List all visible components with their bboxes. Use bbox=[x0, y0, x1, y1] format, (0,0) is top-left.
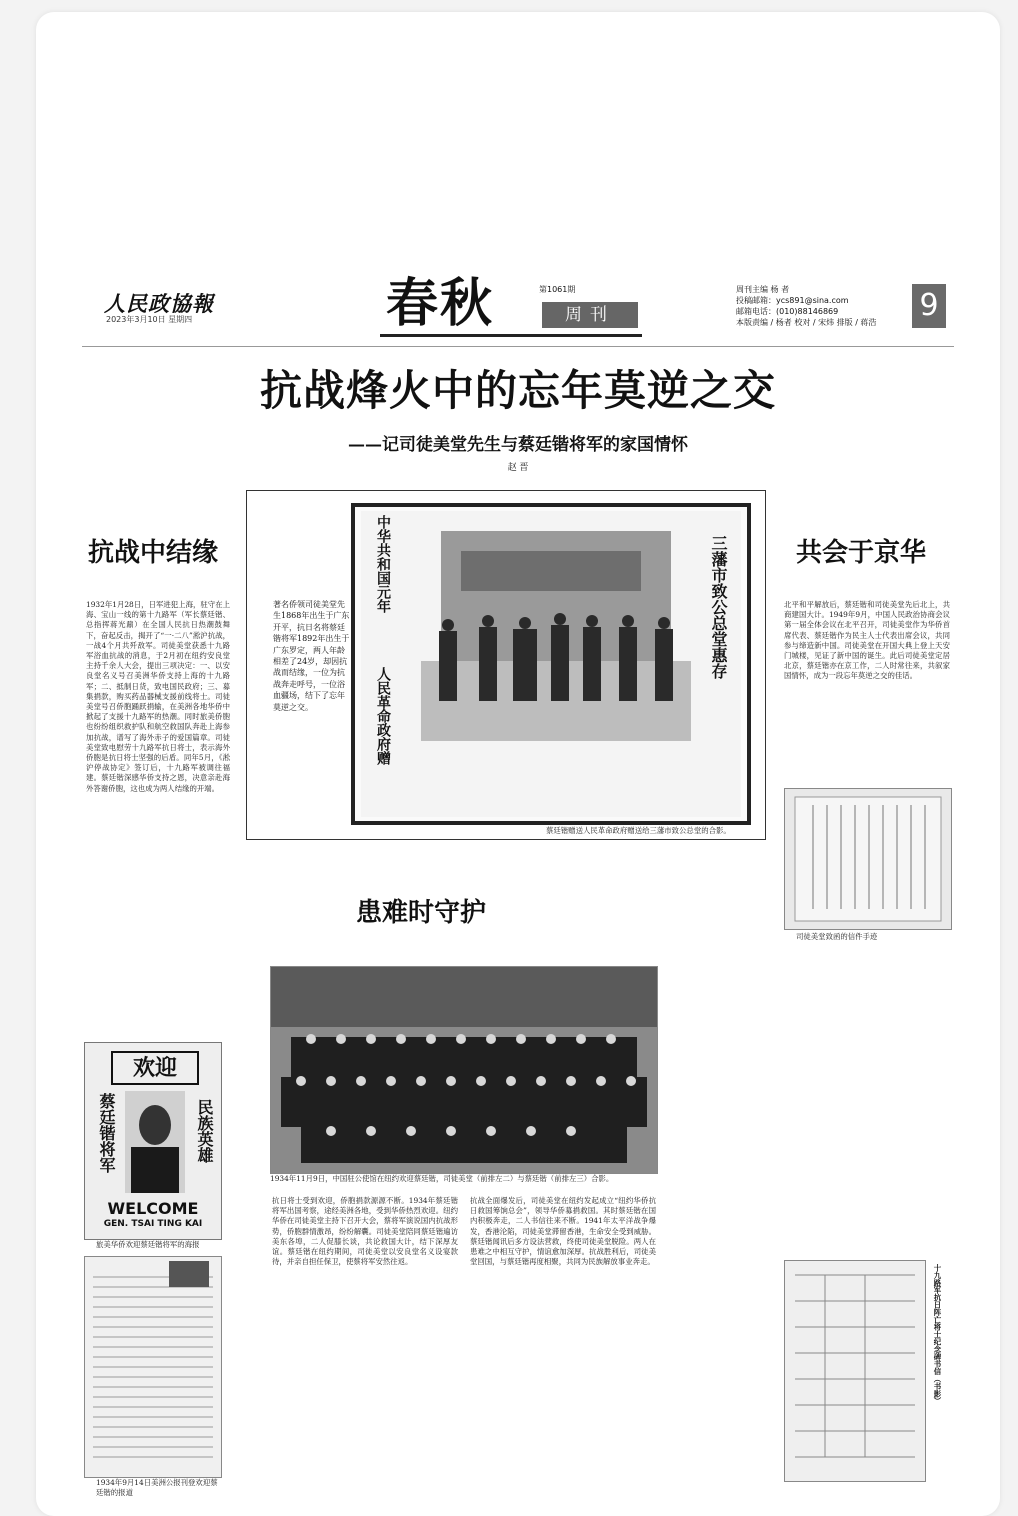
phone-line: 邮箱电话：(010)88146869 bbox=[736, 307, 839, 316]
book-cover-image bbox=[784, 1260, 926, 1482]
title-underline bbox=[380, 334, 642, 337]
newspaper-caption: 1934年9月14日美洲公报刊登欢迎蔡廷锴的报道 bbox=[96, 1478, 218, 1497]
welcome-poster-caption: 旅美华侨欢迎蔡廷锴将军的海报 bbox=[96, 1240, 200, 1249]
section-title-center: 患难时守护 bbox=[356, 898, 487, 928]
newspaper-brand: 人民政協報 bbox=[104, 291, 214, 316]
page-number: 9 bbox=[912, 284, 946, 328]
main-photo-side-text: 著名侨领司徒美堂先生1868年出生于广东开平，抗日名将蔡廷锴将军1892年出生于广东罗定，两人年龄相差了24岁，却因抗战而结缘，一位为抗战奔走呼号，一位浴血疆场，结下了忘年莫逆之交。 bbox=[273, 600, 350, 712]
editorial-info bbox=[736, 284, 876, 328]
group-photo-caption: 1934年11月9日，中国驻公使馆在纽约欢迎蔡廷锴，司徒美堂（前排左二）与蔡廷锴（前排左三）合影。 bbox=[270, 1174, 614, 1183]
issue-number: 第1061期 bbox=[539, 285, 576, 294]
group-photo-1934 bbox=[270, 966, 658, 1174]
editor-line: 周刊主编 杨 者 bbox=[736, 285, 790, 294]
center-right-text: 抗战全面爆发后，司徒美堂在纽约发起成立“纽约华侨抗日救国筹饷总会”，领导华侨募捐救国。其时蔡廷锴在国内积极奔走，二人书信往来不断。1941年太平洋战争爆发，香港沦陷，司徒美堂滞留香港，生命安全受到威胁。蔡廷锴闻讯后多方设法营救，终使司徒美堂脱险。两人在患难之中相互守护，情谊愈加深厚。抗战胜利后，司徒美堂回国，与蔡廷锴再度相聚，共同为民族解放事业奔走。 bbox=[470, 1196, 656, 1267]
section-title-right: 共会于京华 bbox=[796, 538, 927, 568]
article-byline: 赵 晋 bbox=[507, 463, 529, 473]
letter-document-texture bbox=[785, 789, 951, 929]
email-line: 投稿邮箱：ycs891@sina.com bbox=[736, 296, 849, 305]
book-cover-texture bbox=[785, 1261, 925, 1481]
photo-inscription-giver: 人民革命政府赠 bbox=[375, 667, 391, 765]
staff-line: 本版责编 / 杨者 校对 / 宋炜 排版 / 蒋浩 bbox=[736, 318, 877, 327]
letter-caption: 司徒美堂致函的信件手迹 bbox=[796, 932, 878, 941]
article-subhead: ——记司徒美堂先生与蔡廷锴将军的家国情怀 bbox=[348, 435, 688, 455]
newspaper-clipping-texture bbox=[85, 1257, 221, 1477]
poster-right-text: 民族英雄 bbox=[195, 1099, 214, 1163]
center-left-text: 抗日将士受到欢迎，侨胞捐款源源不断。1934年蔡廷锴将军出国考察，途经美洲各地，受到华侨热烈欢迎。纽约华侨在司徒美堂主持下召开大会，蔡将军演说国内抗战形势，侨胞群情激昂，纷纷解囊。司徒美堂陪同蔡廷锴遍访美东各埠，二人促膝长谈，共论救国大计，结下深厚友谊。蔡廷锴在纽约期间，司徒美堂以安良堂名义设宴款待，并亲自担任保卫，使蔡将军安然往返。 bbox=[272, 1196, 458, 1267]
group-portrait-image bbox=[361, 511, 741, 817]
article-card bbox=[36, 12, 1000, 1516]
welcome-poster bbox=[84, 1042, 222, 1240]
main-photo bbox=[351, 503, 751, 825]
poster-welcome-title: 欢迎 bbox=[111, 1051, 199, 1085]
weekly-badge: 周刊 bbox=[542, 302, 638, 328]
book-caption-vertical: 十九路军抗日阵亡将士纪念碑书信（书影） bbox=[933, 1264, 942, 1405]
masthead-divider bbox=[82, 346, 954, 347]
poster-welcome-en: WELCOME bbox=[107, 1199, 199, 1218]
newspaper-page bbox=[36, 12, 1000, 1516]
left-column-text: 1932年1月28日，日军进犯上海，驻守在上海、宝山一线的第十九路军（军长蔡廷锴、总指挥蒋光鼐）在全国人民抗日热潮鼓舞下，奋起反击，揭开了“一·二八”淞沪抗战，一战4个月共歼敌军。司徒美堂获悉十九路军浴血抗战的消息，于2月初在纽约安良堂主持千余人大会，提出三项决定：一、以安良堂名义号召美洲华侨支持上海的十九路军；二、抵制日货，致电国民政府；三、募集捐款，购买药品器械支援前线将士。司徒美堂号召侨胞踊跃捐输，在美洲各地华侨中掀起了支援十九路军的热潮。同时旅美侨胞也纷纷组织救护队和航空救国队奔赴上海参加抗战，谱写了海外赤子的爱国篇章。司徒美堂致电慰劳十九路军抗日将士，表示海外侨胞是抗日将士坚强的后盾。同年5月，《淞沪停战协定》签订后，十九路军被调往福建。蔡廷锴深感华侨支持之恩，决意亲赴海外答谢侨胞，这也成为两人结缘的开端。 bbox=[86, 600, 230, 793]
right-column-text: 北平和平解放后，蔡廷锴和司徒美堂先后北上，共商建国大计。1949年9月，中国人民政治协商会议第一届全体会议在北平召开，司徒美堂作为华侨首席代表、蔡廷锴作为民主人士代表出席会议，共同参与缔造新中国。司徒美堂在开国大典上登上天安门城楼，见证了新中国的诞生。此后司徒美堂定居北京，蔡廷锴亦在京工作，二人时常往来，共叙家国情怀，成为一段忘年莫逆之交的佳话。 bbox=[784, 600, 950, 681]
group-photo-image bbox=[271, 967, 657, 1173]
main-photo-frame bbox=[246, 490, 766, 840]
section-title-left: 抗战中结缘 bbox=[88, 538, 219, 568]
photo-inscription-recipient: 三藩市致公总堂惠存 bbox=[709, 535, 728, 679]
article-headline: 抗战烽火中的忘年莫逆之交 bbox=[259, 366, 776, 415]
newspaper-clipping-image bbox=[84, 1256, 222, 1478]
poster-left-text: 蔡廷锴将军 bbox=[97, 1093, 116, 1173]
issue-date: 2023年3月10日 星期四 bbox=[106, 315, 193, 324]
supplement-title: 春秋 bbox=[386, 273, 495, 334]
main-photo-caption: 蔡廷锴赠送人民革命政府赠送给三藩市致公总堂的合影。 bbox=[546, 826, 731, 835]
general-portrait-image bbox=[125, 1091, 185, 1193]
letter-document-image bbox=[784, 788, 952, 930]
poster-general-en: GEN. TSAI TING KAI bbox=[103, 1219, 203, 1229]
photo-inscription-year: 中华共和国元年 bbox=[375, 515, 391, 613]
